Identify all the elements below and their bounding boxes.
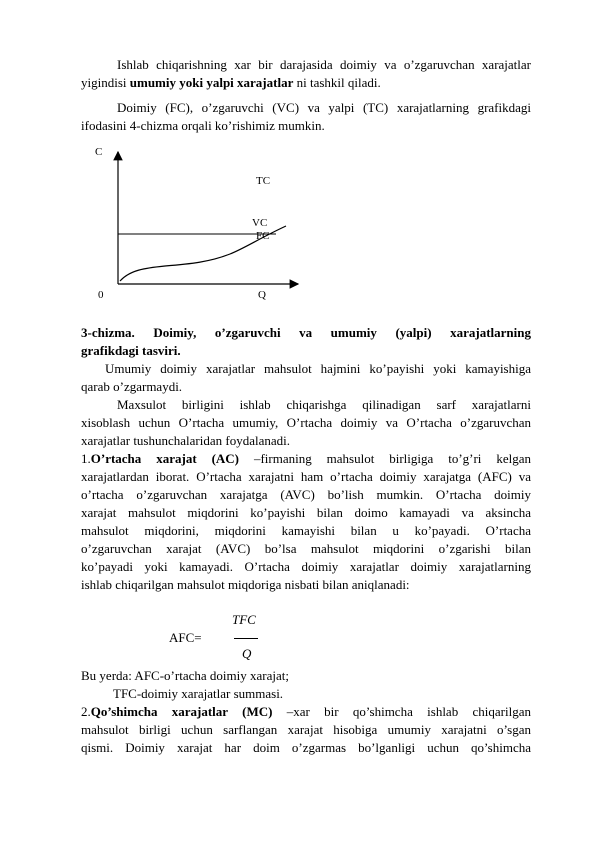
- y-axis-label: C: [95, 146, 103, 158]
- explanation-line-1: Bu yerda: AFC-o’rtacha doimiy xarajat;: [81, 668, 289, 683]
- text: –xar bir qo’shimcha ishlab chiqarilgan: [272, 704, 531, 719]
- paragraph-5-line-1: [81, 451, 531, 467]
- paragraph-4-line-3: xarajatlar tushunchalaridan foydalanadi.: [81, 433, 290, 448]
- text: yigindisi: [81, 75, 130, 90]
- paragraph-2-line-2: ifodasini 4-chizma orqali ko’rishimiz mumkin.: [81, 118, 325, 133]
- paragraph-4-line-1: Maxsulot birligini ishlab chiqarishga qilinadigan sarf xarajatlarni: [117, 397, 531, 412]
- paragraph-3-line-2: qarab o’zgarmaydi.: [81, 379, 183, 394]
- text: ni tashkil qiladi.: [293, 75, 381, 90]
- formula-denominator: Q: [242, 646, 252, 661]
- term-total-costs: umumiy yoki yalpi xarajatlar: [129, 75, 294, 90]
- figure-caption-line-2: grafikdagi tasviri.: [81, 343, 181, 358]
- paragraph-2-line-1: Doimiy (FC), o’zgaruvchi (VC) va yalpi (TC) xarajatlarning grafikdagi: [117, 100, 531, 115]
- x-axis-label: Q: [258, 289, 266, 301]
- list-number: 1.: [81, 451, 91, 466]
- paragraph-6-line-2: mahsulot birligi uchun sarflangan xarajat hisobiga umumiy xarajatni o’sgan: [81, 722, 531, 737]
- paragraph-5-line-5: mahsulot miqdorini, miqdorini kamayishi bilan u ko’payadi. O’rtacha: [81, 523, 531, 538]
- list-number: 2.: [81, 704, 91, 719]
- text: –firmaning mahsulot birligiga to’g’ri kelgan: [239, 451, 531, 466]
- paragraph-5-line-8: ishlab chiqarilgan mahsulot miqdoriga nisbati bilan aniqlanadi:: [81, 577, 410, 592]
- paragraph-1-line-1: Ishlab chiqarishning xar bir darajasida doimiy va o’zgaruvchan xarajatlar: [117, 57, 531, 72]
- paragraph-5-line-2: xarajatlardan iborat. O’rtacha xarajatni ham o’rtacha doimiy xarajatga (AFC) va: [81, 469, 531, 484]
- origin-label: 0: [98, 289, 104, 301]
- formula-numerator: TFC: [232, 612, 256, 627]
- fc-label: FC: [256, 230, 270, 242]
- explanation-line-2: TFC-doimiy xarajatlar summasi.: [113, 686, 284, 701]
- paragraph-1-line-2: [81, 75, 531, 91]
- figure-caption-line-1: 3-chizma. Doimiy, o’zgaruvchi va umumiy (yalpi) xarajatlarning: [81, 325, 531, 340]
- vc-label: VC: [252, 217, 268, 229]
- paragraph-6-line-1: [81, 704, 531, 720]
- paragraph-4-line-2: xisoblash uchun O’rtacha umumiy, O’rtacha doimiy va O’rtacha o’zgaruvchan: [81, 415, 531, 430]
- paragraph-5-line-3: o’rtacha o’zgaruvchan xarajatga (AVC) bo’lish mumkin. O’rtacha doimiy: [81, 487, 531, 502]
- paragraph-6-line-3: qismi. Doimiy xarajat har doim o’zgarmas bo’lganligi uchun qo’shimcha: [81, 740, 531, 755]
- term-average-cost: O’rtacha xarajat (AC): [90, 451, 240, 466]
- term-marginal-cost: Qo’shimcha xarajatlar (MC): [90, 704, 273, 719]
- paragraph-5-line-4: xarajat mahsulot miqdorini ko’payishi bilan doimo kamayadi va aksincha: [81, 505, 531, 520]
- paragraph-5-line-7: ko’payadi yoki kamayadi. O’rtacha doimiy xarajatlar doimiy xarajatlarning: [81, 559, 531, 574]
- paragraph-3-line-1: Umumiy doimiy xarajatlar mahsulot hajmini ko’payishi yoki kamayishiga: [105, 361, 531, 376]
- formula-lhs: AFC=: [169, 630, 202, 645]
- cost-curves-figure: [90, 140, 305, 310]
- paragraph-5-line-6: o’zgaruvchan xarajat (AVC) bo’lsa mahsulot miqdorini o’zgarishi bilan: [81, 541, 531, 556]
- tc-label: TC: [256, 175, 271, 187]
- fraction-bar: [234, 638, 258, 639]
